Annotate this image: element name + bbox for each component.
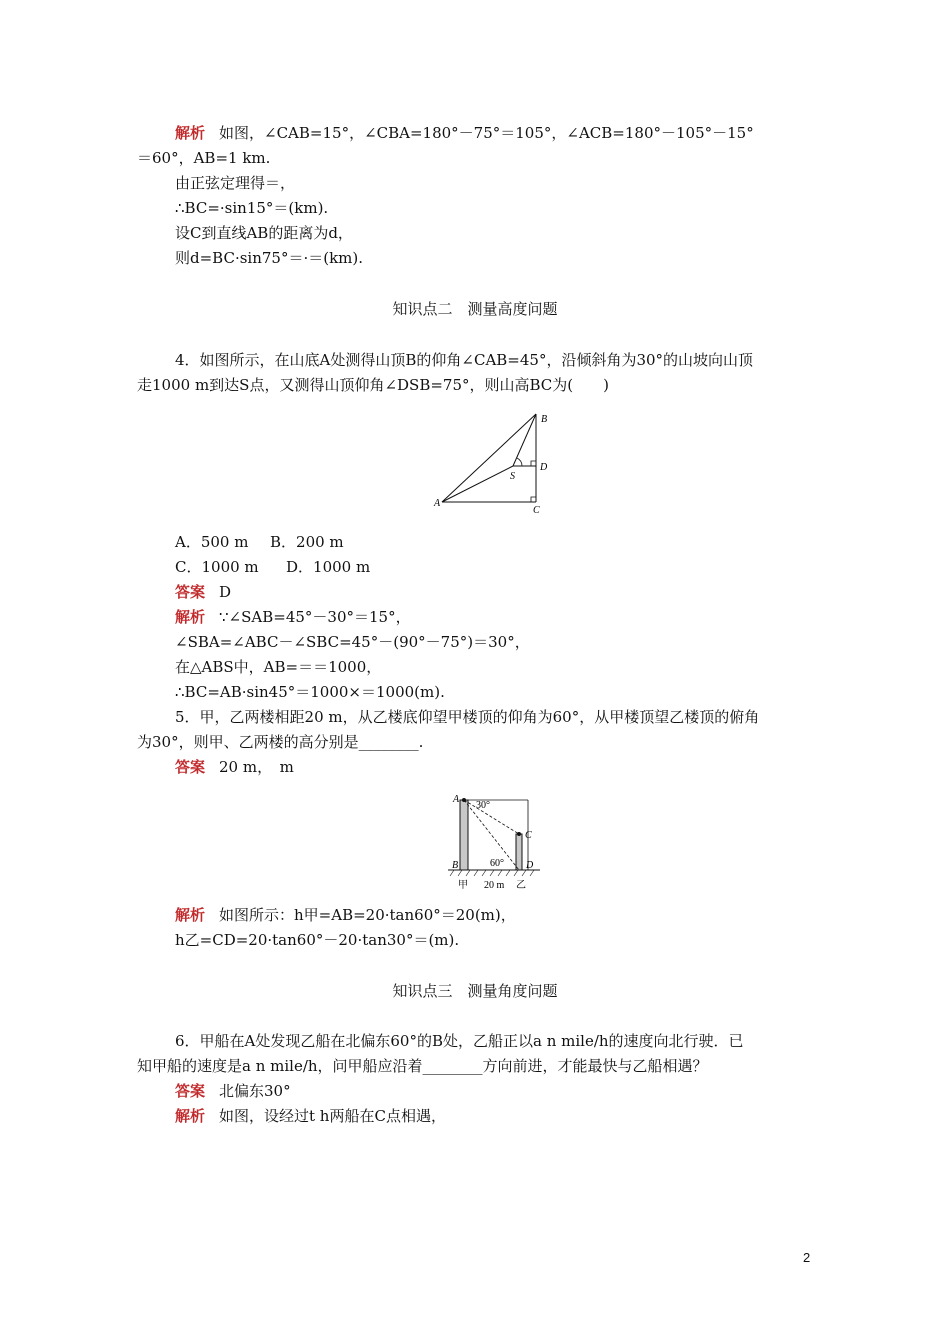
solution-label: 解析 [175,124,206,142]
q6-line-2: 知甲船的速度是a n mile/h，问甲船应沿着________方向前进，才能最快与乙船相遇？ [137,1057,708,1075]
section-heading-2: 知识点二 测量高度问题 [392,300,558,318]
q4-option-b: B．200 m [270,533,344,551]
label-B: B [541,414,548,425]
solution-line-3: 由正弦定理得＝， [175,174,296,192]
q6-answer [175,1081,291,1101]
q4-solution-4: ∴BC=AB·sin45°＝1000×＝1000(m). [175,683,445,701]
solution-text: ∵∠SAB=45°－30°＝15°， [219,608,411,626]
q4-answer [175,582,231,602]
label-A: A [453,794,460,805]
q4-option-c: C．1000 m [175,558,259,576]
solution-line-2: ＝60°，AB=1 km. [137,149,271,167]
solution-label: 解析 [175,1107,206,1125]
label-jia: 甲 [458,880,468,891]
label-S: S [510,471,515,482]
solution-label: 解析 [175,906,206,924]
q4-option-d: D．1000 m [286,558,371,576]
solution-line-4: ∴BC=·sin15°＝(km). [175,199,329,217]
label-B: B [452,860,459,871]
answer-label: 答案 [175,583,206,601]
solution-text: 如图，设经过t h两船在C点相遇， [219,1107,446,1125]
q6-solution-1 [175,1106,446,1126]
label-D: D [540,462,548,473]
solution-line-1 [175,123,754,143]
page-number: 2 [803,1250,811,1265]
label-distance: 20 m [484,880,505,891]
q5-line-1: 5．甲，乙两楼相距20 m，从乙楼底仰望甲楼顶的仰角为60°，从甲楼顶望乙楼顶的俯角 [175,708,760,726]
q4-option-a: A．500 m [175,533,249,551]
label-C: C [533,505,540,516]
q5-solution-1 [175,905,516,925]
q4-solution-1 [175,607,411,627]
label-yi: 乙 [516,880,526,891]
solution-line-5: 设C到直线AB的距离为d， [175,224,353,242]
label-A: A [434,498,441,509]
q5-answer [175,757,294,777]
mountain-figure [430,410,560,520]
label-angle-30: 30° [476,800,490,811]
label-angle-60: 60° [490,858,504,869]
q4-line-1: 4．如图所示，在山底A处测得山顶B的仰角∠CAB=45°，沿倾斜角为30°的山坡向山顶 [175,351,754,369]
q5-line-2: 为30°，则甲、乙两楼的高分别是________. [137,733,424,751]
solution-text: 如图所示：h甲=AB=20·tan60°＝20(m)， [219,906,516,924]
q4-line-2: 走1000 m到达S点，又测得山顶仰角∠DSB=75°，则山高BC为( ) [137,376,609,394]
label-D: D [526,860,534,871]
solution-label: 解析 [175,608,206,626]
answer-value: 20 m， m [219,758,294,776]
buildings-figure [440,788,550,893]
answer-value: 北偏东30° [219,1082,291,1100]
q4-solution-3: 在△ABS中，AB=＝＝1000， [175,658,382,676]
answer-value: D [219,583,232,601]
answer-label: 答案 [175,758,206,776]
q5-solution-2: h乙=CD=20·tan60°－20·tan30°＝(m). [175,931,460,949]
solution-line-6: 则d=BC·sin75°＝·＝(km). [175,249,364,267]
solution-text: 如图，∠CAB=15°，∠CBA=180°－75°＝105°，∠ACB=180°－105°－15° [219,124,754,142]
section-heading-3: 知识点三 测量角度问题 [392,982,558,1000]
answer-label: 答案 [175,1082,206,1100]
q6-line-1: 6．甲船在A处发现乙船在北偏东60°的B处，乙船正以a n mile/h的速度向北行驶．已 [175,1032,744,1050]
label-C: C [525,830,532,841]
q4-solution-2: ∠SBA=∠ABC－∠SBC=45°－(90°－75°)＝30°， [175,633,530,651]
